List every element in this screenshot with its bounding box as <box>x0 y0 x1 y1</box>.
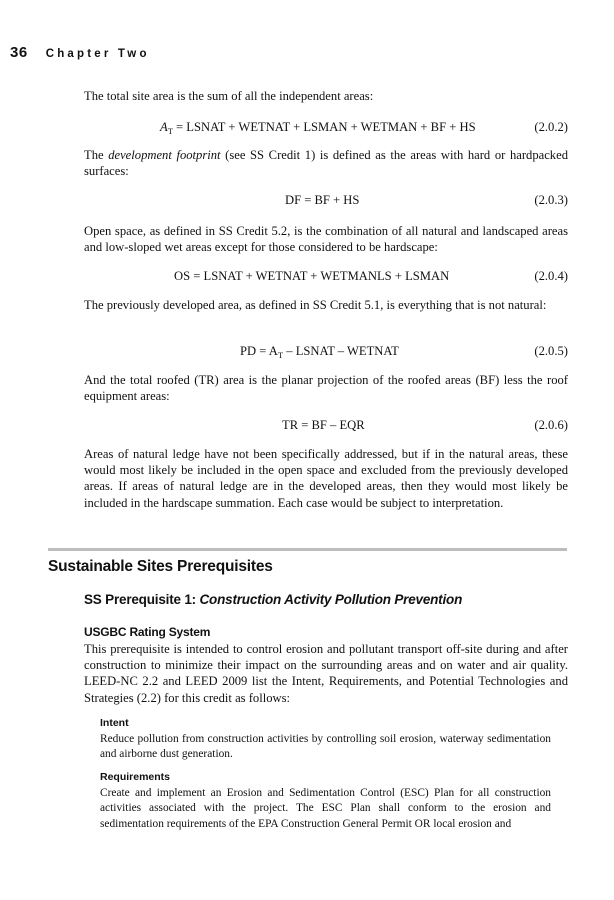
intent-heading: Intent <box>100 717 129 729</box>
section-divider <box>48 548 567 551</box>
requirements-heading: Requirements <box>100 771 171 783</box>
equation-formula: OS = LSNAT + WETNAT + WETMANLS + LSMAN <box>174 269 450 283</box>
requirements-text: Create and implement an Erosion and Sedimentation Control (ESC) Plan for all construction activities associated with the project. The ESC Plan shall conform to the erosion and sedimentation requirements of the EPA Construction General Permit OR local erosion and <box>100 787 551 830</box>
previously-developed-paragraph: The previously developed area, as defined in SS Credit 5.1, is everything that is not natural: <box>84 298 547 312</box>
section-title: Sustainable Sites Prerequisites <box>48 558 273 575</box>
term-development-footprint: development footprint <box>108 148 221 162</box>
roofed-area-paragraph: And the total roofed (TR) area is the planar projection of the roofed areas (BF) less the roof equipment areas: <box>84 373 568 404</box>
equation-formula: TR = BF – EQR <box>282 418 365 432</box>
footprint-paragraph: The development footprint (see SS Credit 1) is defined as the areas with hard or hardpacked surfaces: <box>84 148 568 179</box>
rating-system-heading: USGBC Rating System <box>84 625 211 639</box>
equation-number: (2.0.2) <box>534 120 568 134</box>
equation-formula: PD = $A_T$ – LSNAT – WETNAT <box>240 344 399 360</box>
open-space-paragraph: Open space, as defined in SS Credit 5.2, is the combination of all natural and landscaped areas and low-sloped wet areas except for those considered to be hardscape: <box>84 224 568 255</box>
prerequisite-title: Construction Activity Pollution Prevention <box>199 592 463 607</box>
running-head <box>10 44 150 61</box>
intent-text: Reduce pollution from construction activities by controlling soil erosion, waterway sedimentation and airborne dust generation. <box>100 733 551 761</box>
page-number: 36 <box>10 44 28 61</box>
total-area-paragraph: The total site area is the sum of all the independent areas: <box>84 89 374 103</box>
intent-block <box>100 716 551 763</box>
equation-formula: $A_T$ = LSNAT + WETNAT + LSMAN + WETMAN + BF + HS <box>160 120 476 136</box>
equation-formula: DF = BF + HS <box>285 193 360 207</box>
equation-number: (2.0.6) <box>534 418 568 432</box>
equation-number: (2.0.5) <box>534 344 568 358</box>
rating-system-paragraph: This prerequisite is intended to control erosion and pollutant transport off-site during and after construction to minimize their impact on the surrounding areas and on water and air quality. LEED-NC 2.2 and LEED 2009 list the Intent, Requirements, and Potential Technologies and Strategies (2.2) for this credit as follows: <box>84 642 568 705</box>
chapter-title: Chapter Two <box>45 48 150 60</box>
equation-number: (2.0.4) <box>534 269 568 283</box>
prerequisite-heading: SS Prerequisite 1: Construction Activity Pollution Prevention <box>84 592 463 607</box>
requirements-block <box>100 770 551 832</box>
equation-number: (2.0.3) <box>534 193 568 207</box>
natural-ledge-paragraph: Areas of natural ledge have not been specifically addressed, but if in the natural areas, these would most likely be included in the open space and excluded from the previously developed areas. If areas of natural ledge are in the developed areas, then they would most likely be included in the hardscape summation. Each case would be subject to interpretation. <box>84 447 568 510</box>
